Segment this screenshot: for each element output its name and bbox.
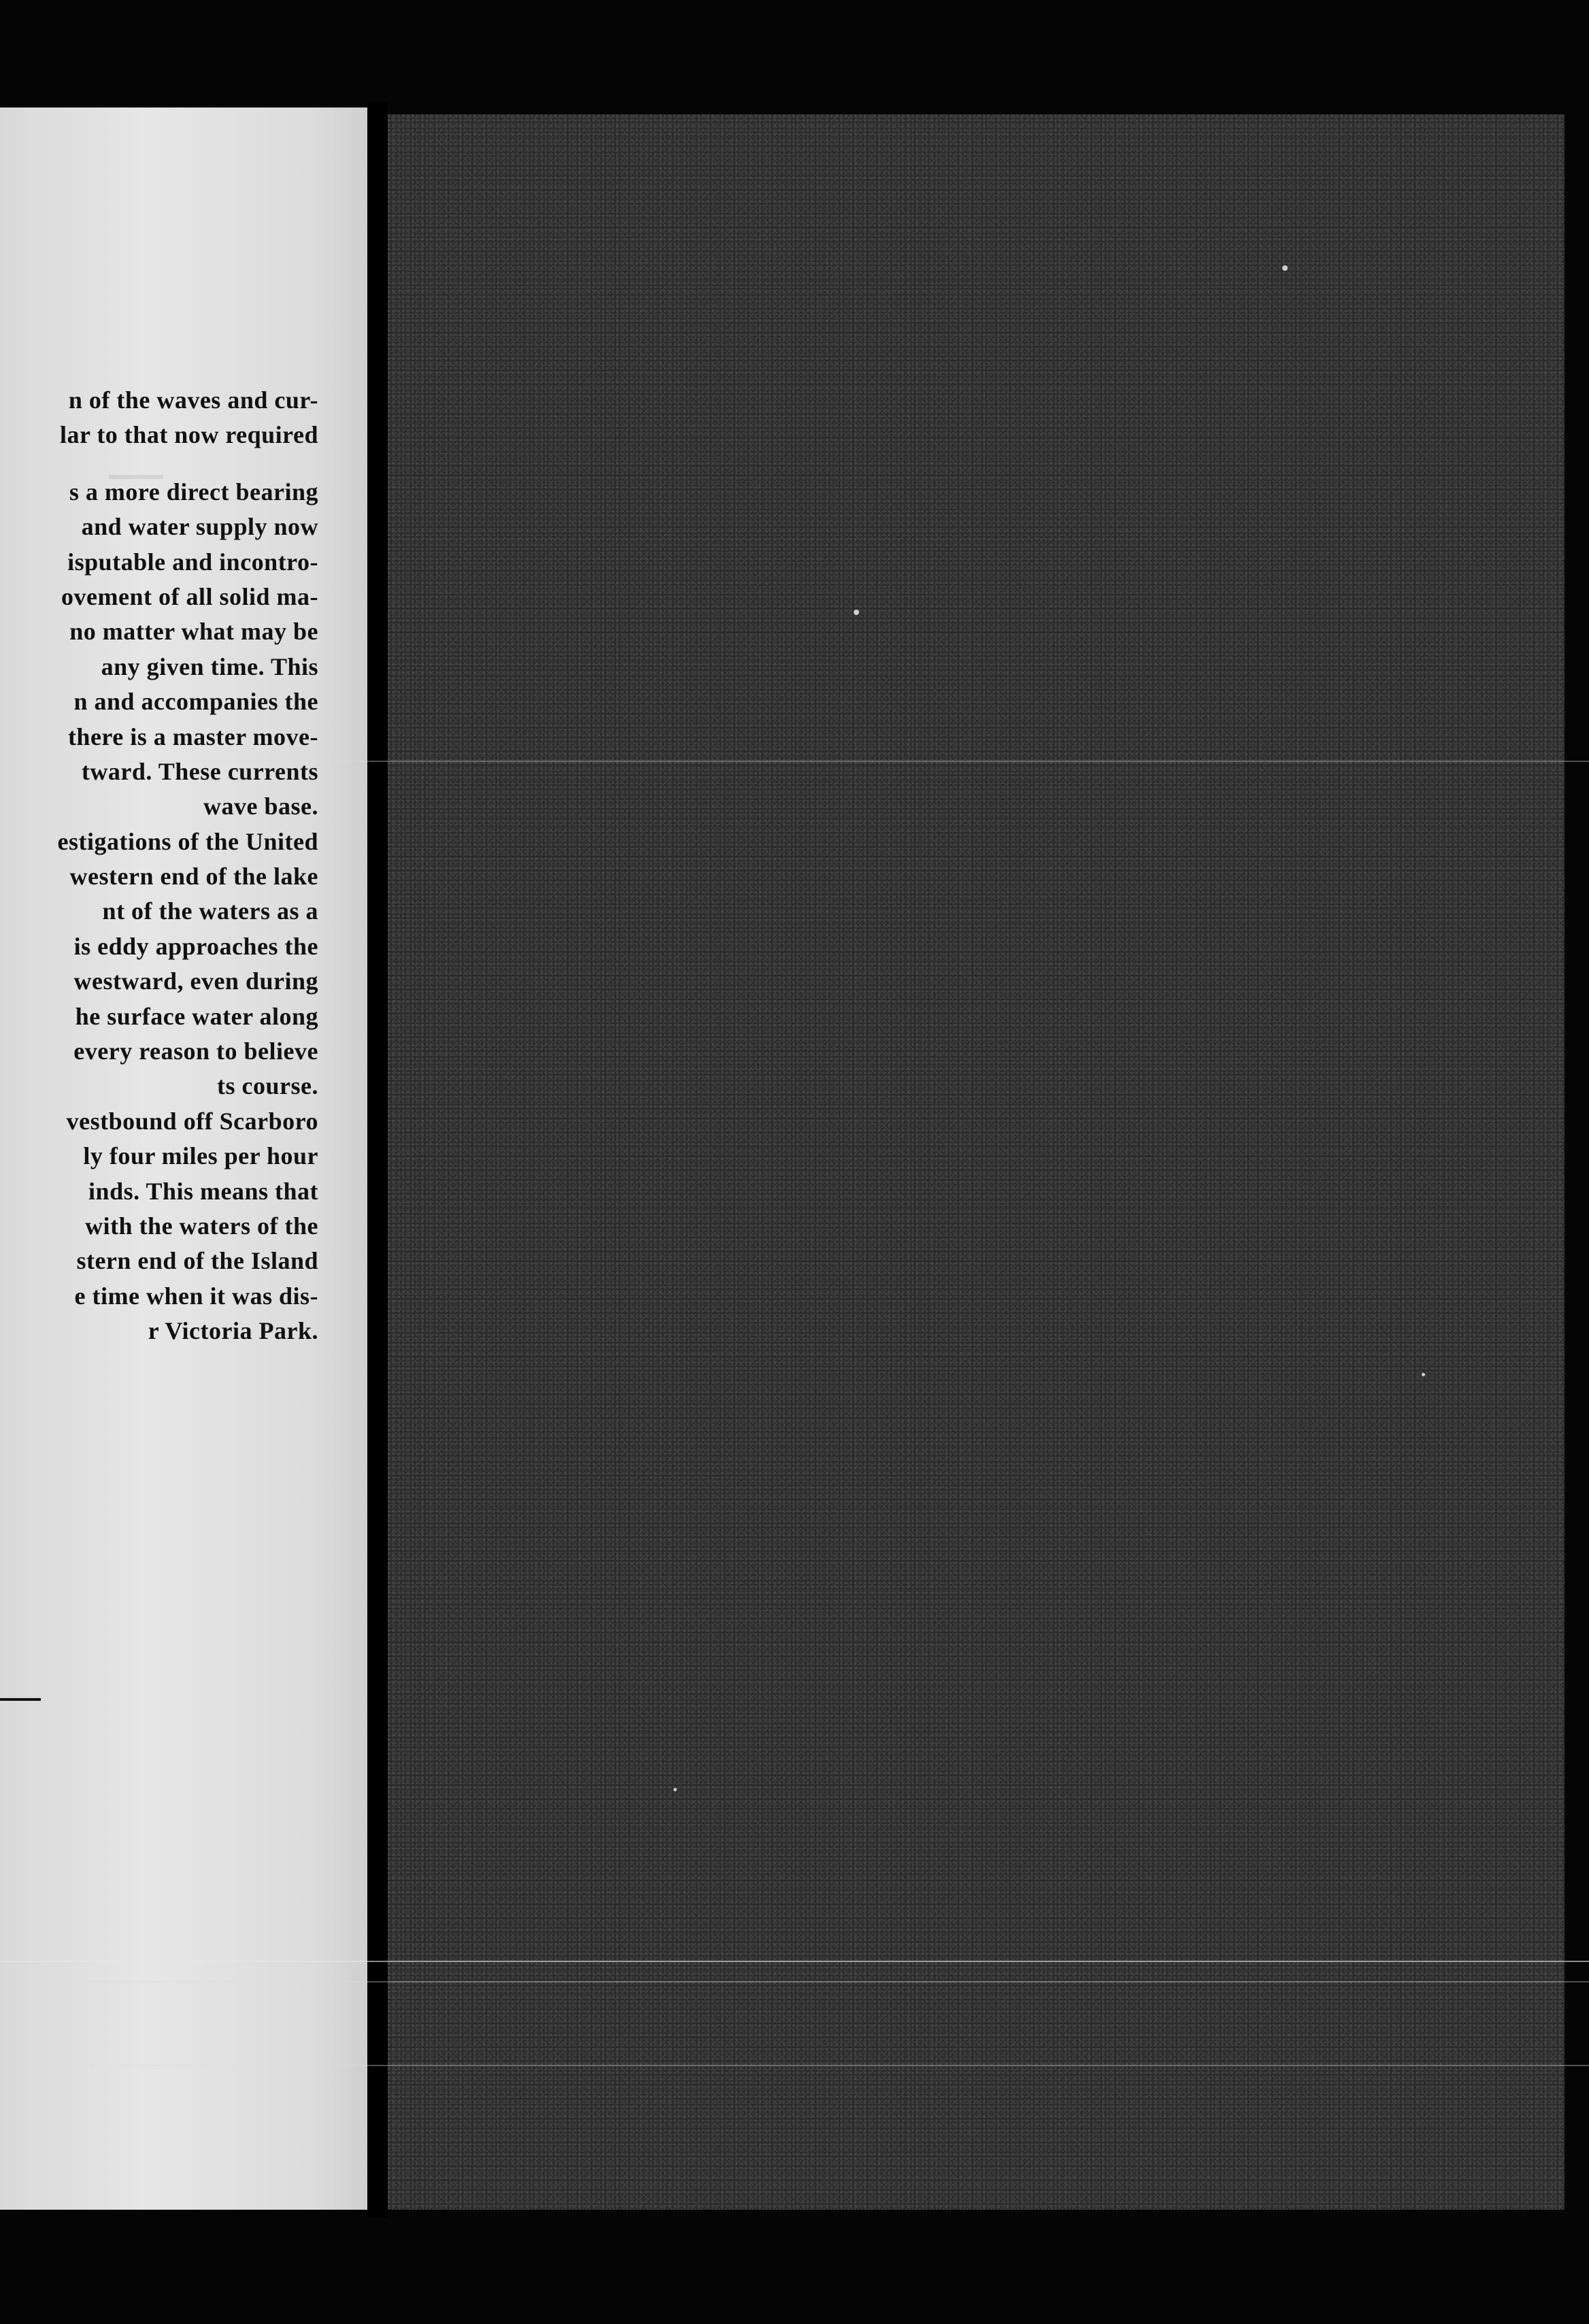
text-line: there is a master move- xyxy=(67,723,318,750)
speck xyxy=(1422,1373,1425,1376)
text-line xyxy=(0,453,318,475)
scan-streak xyxy=(0,2065,1589,2066)
text-line: western end of the lake xyxy=(69,863,318,891)
text-line: ly four miles per hour xyxy=(83,1142,318,1170)
speck xyxy=(1282,265,1288,271)
text-line: n and accompanies the xyxy=(73,688,318,716)
text-line: e time when it was dis- xyxy=(74,1282,318,1310)
scan-streak xyxy=(0,761,1589,762)
horizontal-rule xyxy=(0,1698,41,1701)
text-line: estigations of the United xyxy=(57,827,318,855)
text-line: r Victoria Park. xyxy=(148,1317,318,1345)
text-line: s a more direct bearing xyxy=(69,478,318,505)
text-line: westward, even during xyxy=(73,967,318,995)
text-line: no matter what may be xyxy=(69,618,318,646)
left-page xyxy=(0,107,367,2210)
dark-blank-page xyxy=(388,114,1565,2210)
text-line: is eddy approaches the xyxy=(73,932,318,960)
text-line: tward. These currents xyxy=(81,757,318,785)
scan-streak xyxy=(0,1981,1589,1982)
text-line: nt of the waters as a xyxy=(102,897,318,925)
book-spine xyxy=(367,102,388,2218)
speck xyxy=(673,1788,677,1791)
text-line: vestbound off Scarboro xyxy=(66,1107,318,1135)
body-text xyxy=(0,383,318,1349)
scan-streak xyxy=(0,1961,1589,1962)
text-line: wave base. xyxy=(203,793,318,820)
text-line: with the waters of the xyxy=(85,1212,318,1240)
text-line: ovement of all solid ma- xyxy=(61,582,318,610)
text-line: n of the waves and cur- xyxy=(68,386,318,414)
text-line: inds. This means that xyxy=(88,1177,318,1205)
text-line: any given time. This xyxy=(101,652,318,680)
speck xyxy=(854,610,859,615)
text-line: every reason to believe xyxy=(73,1038,318,1065)
text-line: isputable and incontro- xyxy=(67,548,318,576)
text-line: ts course. xyxy=(217,1072,318,1100)
text-line: he surface water along xyxy=(75,1002,318,1030)
text-line: stern end of the Island xyxy=(76,1247,318,1275)
text-line: lar to that now required xyxy=(59,421,318,449)
text-line: and water supply now xyxy=(81,513,318,541)
